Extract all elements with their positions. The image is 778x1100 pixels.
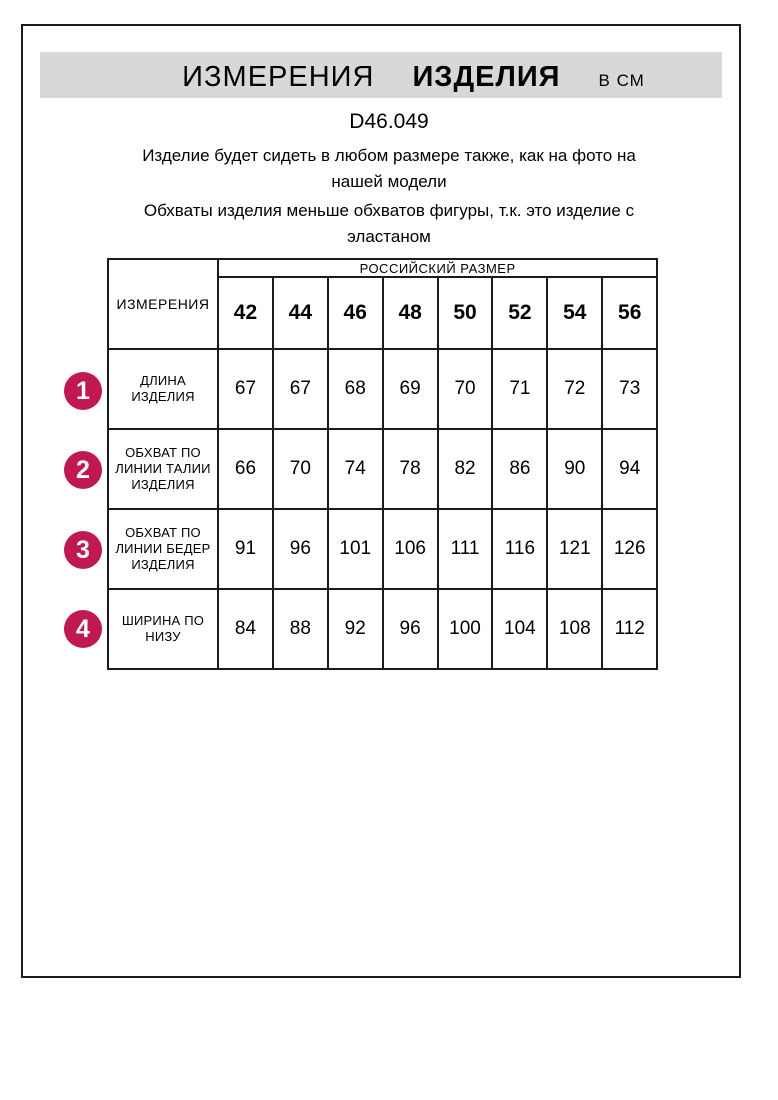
cell-value: 70: [438, 349, 493, 429]
table-row-waist: [108, 429, 657, 509]
cell-value: 71: [492, 349, 547, 429]
cell-value: 78: [383, 429, 438, 509]
measurements-header-cell: ИЗМЕРЕНИЯ: [108, 259, 218, 349]
cell-value: 106: [383, 509, 438, 589]
product-code: D46.049: [349, 110, 429, 133]
cell-value: 126: [602, 509, 657, 589]
size-header-46: 46: [328, 277, 383, 349]
cell-value: 92: [328, 589, 383, 669]
cell-value: 90: [547, 429, 602, 509]
size-header-42: 42: [218, 277, 273, 349]
size-header-50: 50: [438, 277, 493, 349]
note-elastane: Обхваты изделия меньше обхватов фигуры, т.к. это изделие с эластаном: [143, 201, 635, 246]
row-marker-2: 2: [64, 451, 102, 489]
cell-value: 101: [328, 509, 383, 589]
size-header-56: 56: [602, 277, 657, 349]
cell-value: 70: [273, 429, 328, 509]
cell-value: 72: [547, 349, 602, 429]
title-banner: [40, 52, 722, 98]
row-label: ОБХВАТ ПО ЛИНИИ БЕДЕР ИЗДЕЛИЯ: [108, 509, 218, 589]
row-marker-1: 1: [64, 372, 102, 410]
title-measurements: ИЗМЕРЕНИЯ: [182, 61, 375, 93]
cell-value: 94: [602, 429, 657, 509]
row-label: ДЛИНА ИЗДЕЛИЯ: [108, 349, 218, 429]
cell-value: 91: [218, 509, 273, 589]
row-marker-3: 3: [64, 531, 102, 569]
cell-value: 74: [328, 429, 383, 509]
cell-value: 96: [273, 509, 328, 589]
row-label: ОБХВАТ ПО ЛИНИИ ТАЛИИ ИЗДЕЛИЯ: [108, 429, 218, 509]
size-group-row: [108, 259, 657, 277]
note-fit: Изделие будет сидеть в любом размере также, как на фото на нашей модели: [142, 146, 636, 191]
cell-value: 116: [492, 509, 547, 589]
cell-value: 108: [547, 589, 602, 669]
cell-value: 73: [602, 349, 657, 429]
cell-value: 82: [438, 429, 493, 509]
cell-value: 88: [273, 589, 328, 669]
cell-value: 67: [273, 349, 328, 429]
cell-value: 84: [218, 589, 273, 669]
row-label: ШИРИНА ПО НИЗУ: [108, 589, 218, 669]
cell-value: 86: [492, 429, 547, 509]
russian-size-header-cell: РОССИЙСКИЙ РАЗМЕР: [218, 259, 657, 277]
cell-value: 111: [438, 509, 493, 589]
table-row-length: [108, 349, 657, 429]
size-header-44: 44: [273, 277, 328, 349]
cell-value: 68: [328, 349, 383, 429]
row-marker-4: 4: [64, 610, 102, 648]
size-table: [107, 258, 658, 670]
size-header-52: 52: [492, 277, 547, 349]
cell-value: 67: [218, 349, 273, 429]
cell-value: 112: [602, 589, 657, 669]
table-row-hips: [108, 509, 657, 589]
title-unit-cm: В СМ: [598, 71, 645, 90]
cell-value: 66: [218, 429, 273, 509]
size-header-48: 48: [383, 277, 438, 349]
cell-value: 121: [547, 509, 602, 589]
cell-value: 69: [383, 349, 438, 429]
cell-value: 104: [492, 589, 547, 669]
title-product: ИЗДЕЛИЯ: [412, 61, 561, 93]
size-table-container: [107, 258, 658, 670]
table-row-bottom-width: [108, 589, 657, 669]
cell-value: 96: [383, 589, 438, 669]
size-header-54: 54: [547, 277, 602, 349]
cell-value: 100: [438, 589, 493, 669]
